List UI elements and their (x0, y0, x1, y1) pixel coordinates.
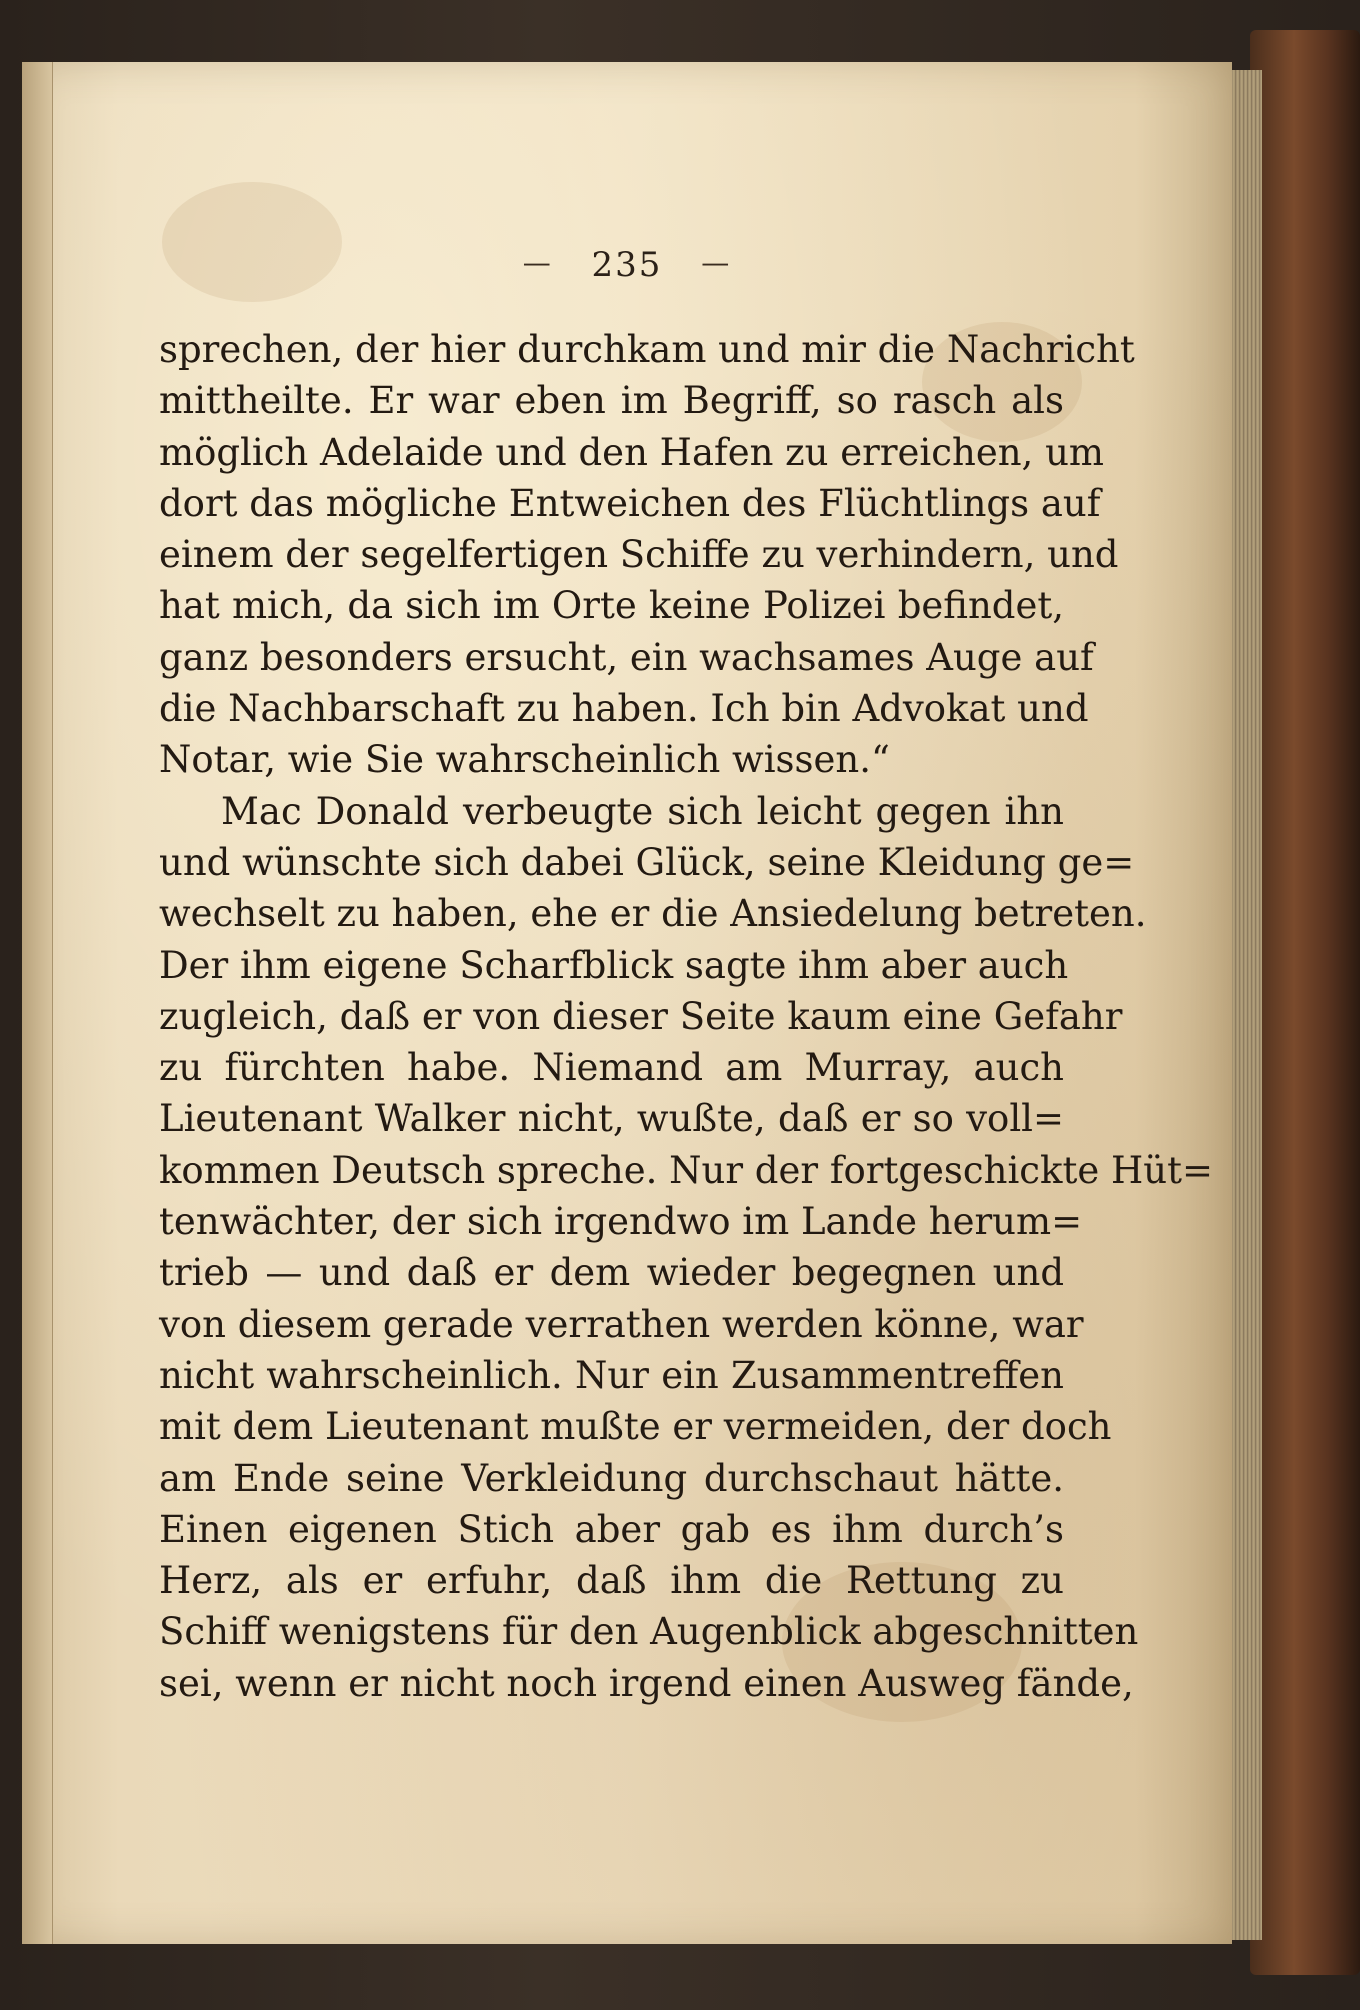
text-line: sei, wenn er nicht noch irgend einen Ausweg fände, (159, 1661, 1134, 1705)
page-header (22, 245, 1232, 285)
page-gutter (22, 62, 53, 1944)
text-line: Der ihm eigene Scharfblick sagte ihm aber auch (159, 943, 1069, 987)
text-line: hat mich, da sich im Orte keine Polizei befindet, (159, 584, 1064, 628)
text-line: mittheilte. Er war eben im Begriff, so rasch als (159, 379, 1064, 423)
header-ornament-left: — (522, 246, 553, 279)
text-line: Lieutenant Walker nicht, wußte, daß er so voll= (159, 1097, 1064, 1141)
page-number: 235 (591, 245, 663, 285)
text-line: zu fürchten habe. Niemand am Murray, auch (159, 1046, 1064, 1090)
text-line: mit dem Lieutenant mußte er vermeiden, der doch (159, 1405, 1112, 1449)
text-line: kommen Deutsch spreche. Nur der fortgeschickte Hüt= (159, 1148, 1213, 1192)
text-line: wechselt zu haben, ehe er die Ansiedelung betreten. (159, 892, 1147, 936)
text-line: dort das mögliche Entweichen des Flüchtlings auf (159, 481, 1101, 525)
text-line: die Nachbarschaft zu haben. Ich bin Advokat und (159, 687, 1089, 731)
text-line: und wünschte sich dabei Glück, seine Kleidung ge= (159, 840, 1135, 884)
header-ornament-right: — (701, 246, 732, 279)
text-line: zugleich, daß er von dieser Seite kaum eine Gefahr (159, 994, 1123, 1038)
text-line: sprechen, der hier durchkam und mir die Nachricht (159, 328, 1135, 371)
text-line: Mac Donald verbeugte sich leicht gegen ihn (221, 789, 1064, 833)
text-line: Einen eigenen Stich aber gab es ihm durch’s (159, 1507, 1064, 1551)
text-line: ganz besonders ersucht, ein wachsames Auge auf (159, 635, 1094, 679)
text-line: Schiff wenigstens für den Augenblick abgeschnitten (159, 1610, 1139, 1654)
text-line: am Ende seine Verkleidung durchschaut hätte. (159, 1456, 1064, 1500)
book-page (22, 62, 1232, 1944)
text-line: tenwächter, der sich irgendwo im Lande herum= (159, 1200, 1083, 1244)
text-line: Herz, als er erfuhr, daß ihm die Rettung zu (159, 1559, 1064, 1603)
text-line: nicht wahrscheinlich. Nur ein Zusammentreffen (159, 1353, 1064, 1397)
text-line: trieb — und daß er dem wieder begegnen und (159, 1251, 1064, 1295)
text-line: von diesem gerade verrathen werden könne, war (159, 1302, 1084, 1346)
text-line: einem der segelfertigen Schiffe zu verhindern, und (159, 533, 1119, 577)
text-line: möglich Adelaide und den Hafen zu erreichen, um (159, 430, 1104, 474)
body-text (159, 324, 1213, 1709)
text-line: Notar, wie Sie wahrscheinlich wissen.“ (159, 738, 890, 782)
book-cover-edge (1250, 30, 1360, 1975)
